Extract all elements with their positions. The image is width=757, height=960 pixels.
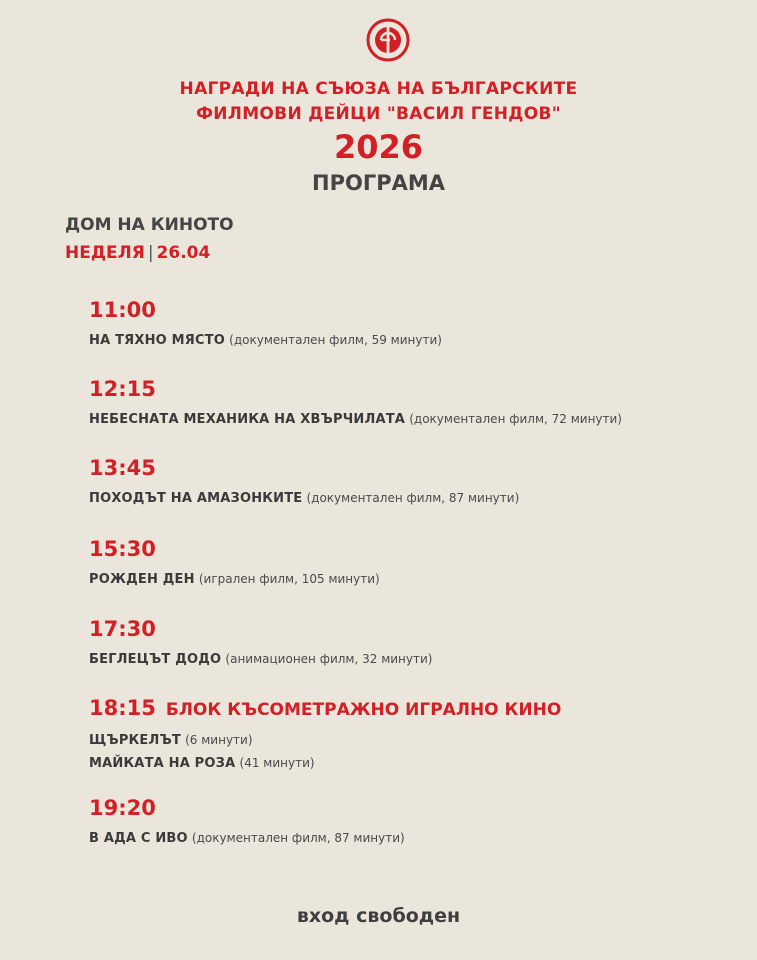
film-line — [89, 752, 561, 775]
awards-title-line2: ФИЛМОВИ ДЕЙЦИ "ВАСИЛ ГЕНДОВ" — [196, 104, 561, 124]
schedule-entry-block — [89, 695, 561, 775]
film-note: (игрален филм, 105 минути) — [198, 572, 380, 586]
film-title: МАЙКАТА НА РОЗА — [89, 756, 236, 771]
date-separator: | — [147, 243, 154, 263]
screening-time: 15:30 — [89, 537, 156, 561]
schedule-entry — [89, 616, 432, 671]
film-note: (6 минути) — [185, 733, 253, 747]
film-line — [89, 648, 432, 671]
screening-time: 11:00 — [89, 298, 156, 322]
event-date-value: 26.04 — [156, 243, 211, 263]
film-line — [89, 487, 519, 510]
screening-time: 17:30 — [89, 617, 156, 641]
film-line — [89, 729, 561, 752]
film-title: НЕБЕСНАТА МЕХАНИКА НА ХВЪРЧИЛАТА — [89, 412, 406, 427]
film-note: (41 минути) — [239, 756, 315, 770]
film-line — [89, 408, 622, 431]
film-note: (документален филм, 87 минути) — [191, 831, 405, 845]
film-title: ЩЪРКЕЛЪТ — [89, 733, 181, 748]
film-title: ПОХОДЪТ НА АМАЗОНКИТЕ — [89, 491, 303, 506]
screening-time: 12:15 — [89, 377, 156, 401]
schedule-entry — [89, 297, 442, 352]
venue-name: ДОМ НА КИНОТО — [65, 215, 234, 235]
schedule-entry — [89, 376, 622, 431]
film-union-logo-icon — [366, 18, 410, 62]
awards-title-line1: НАГРАДИ НА СЪЮЗА НА БЪЛГАРСКИТЕ — [179, 79, 578, 99]
schedule-entry — [89, 536, 380, 591]
program-heading: ПРОГРАМА — [312, 171, 445, 195]
film-note: (документален филм, 72 минути) — [409, 412, 622, 426]
schedule-entry — [89, 455, 519, 510]
film-line — [89, 568, 380, 591]
free-entry-note: вход свободен — [296, 905, 461, 927]
block-title: БЛОК КЪСОМЕТРАЖНО ИГРАЛНО КИНО — [165, 700, 562, 720]
film-title: РОЖДЕН ДЕН — [89, 572, 195, 587]
film-line — [89, 329, 442, 352]
screening-time: 18:15 — [89, 696, 156, 720]
film-line — [89, 827, 405, 850]
film-title: В АДА С ИВО — [89, 831, 188, 846]
event-date — [65, 243, 210, 263]
screening-time-row — [89, 695, 561, 723]
film-note: (анимационен филм, 32 минути) — [225, 652, 433, 666]
year-heading: 2026 — [333, 128, 424, 166]
event-day: НЕДЕЛЯ — [65, 243, 145, 263]
screening-time: 19:20 — [89, 796, 156, 820]
film-note: (документален филм, 87 минути) — [306, 491, 520, 505]
schedule-entry — [89, 795, 405, 850]
film-note: (документален филм, 59 минути) — [229, 333, 442, 347]
screening-time: 13:45 — [89, 456, 156, 480]
film-title: НА ТЯХНО МЯСТО — [89, 333, 226, 348]
film-title: БЕГЛЕЦЪТ ДОДО — [89, 652, 222, 667]
